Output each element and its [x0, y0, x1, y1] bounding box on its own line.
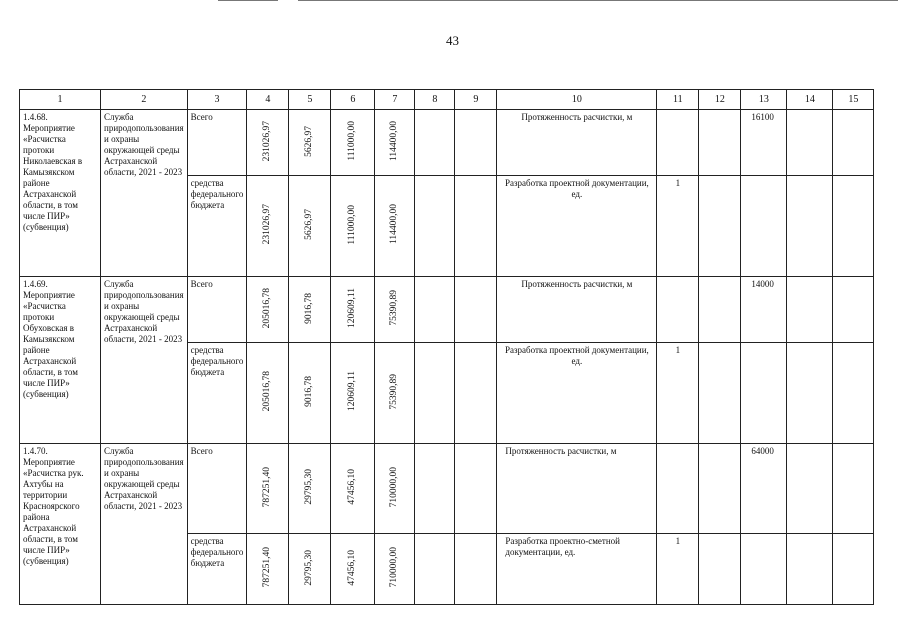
measure-name: 1.4.69. Мероприятие «Расчистка протоки Обуховская в Камызякском районе Астраханской области, в том числе ПИР» (субвенция) [20, 277, 101, 444]
value-col5: 29795,30 [304, 469, 315, 505]
value-col5: 9016,78 [304, 292, 315, 324]
value-col7: 75390,89 [389, 373, 400, 410]
value-col5: 5626,97 [304, 125, 315, 157]
header-cell: 13 [741, 90, 787, 110]
header-cell: 12 [699, 90, 741, 110]
value-col4: 231026,97 [262, 204, 273, 245]
indicator-name: Протяженность расчистки, м [497, 110, 657, 176]
measure-name: 1.4.70. Мероприятие «Расчистка рук. Ахтубы на территории Красноярского района Астраханской области, в том числе ПИР» (субвенция) [20, 444, 101, 605]
value-col11 [657, 444, 699, 534]
page-number: 43 [446, 33, 459, 48]
header-cell: 2 [101, 90, 188, 110]
value-col5: 29795,30 [304, 549, 315, 586]
indicator-name: Протяженность расчистки, м [497, 444, 657, 534]
funding-source: Всего [187, 444, 247, 534]
value-col6: 47456,10 [347, 469, 358, 505]
funding-source: средства федерального бюджета [187, 343, 247, 444]
value-col7: 710000,00 [389, 466, 400, 508]
header-cell: 11 [657, 90, 699, 110]
value-col5: 5626,97 [304, 209, 315, 240]
value-col6: 120609,11 [347, 371, 358, 412]
value-col7: 114400,00 [389, 204, 400, 245]
responsible-org: Служба природопользования и охраны окружающей среды Астраханской области, 2021 - 2023 [101, 277, 188, 444]
indicator-name: Разработка проектно-сметной документации, ед. [497, 534, 657, 605]
header-cell: 15 [833, 90, 874, 110]
funding-source: средства федерального бюджета [187, 534, 247, 605]
header-cell: 6 [331, 90, 375, 110]
value-col4: 787251,40 [262, 466, 273, 508]
indicator-name: Разработка проектной документации, ед. [497, 176, 657, 277]
funding-source: Всего [187, 110, 247, 176]
header-cell: 9 [455, 90, 497, 110]
value-col4: 787251,40 [262, 547, 273, 588]
value-col4: 231026,97 [262, 120, 273, 162]
header-cell: 14 [787, 90, 833, 110]
indicator-name: Протяженность расчистки, м [497, 277, 657, 343]
value-col4: 205016,78 [262, 371, 273, 412]
value-col11 [657, 110, 699, 176]
value-col7: 710000,00 [389, 547, 400, 588]
value-col4: 205016,78 [262, 287, 273, 329]
program-table [19, 89, 874, 605]
header-cell: 8 [415, 90, 455, 110]
value-col11 [657, 277, 699, 343]
responsible-org: Служба природопользования и охраны окружающей среды Астраханской области, 2021 - 2023 [101, 110, 188, 277]
header-cell: 10 [497, 90, 657, 110]
value-col13 [741, 176, 787, 277]
header-row [20, 90, 874, 110]
value-col11: 1 [657, 534, 699, 605]
funding-source: средства федерального бюджета [187, 176, 247, 277]
value-col7: 75390,89 [389, 290, 400, 326]
table-row [20, 277, 874, 343]
value-col13 [741, 534, 787, 605]
header-cell: 5 [289, 90, 331, 110]
value-col13 [741, 343, 787, 444]
header-cell: 4 [247, 90, 289, 110]
value-col13: 14000 [741, 277, 787, 343]
responsible-org: Служба природопользования и охраны окружающей среды Астраханской области, 2021 - 2023 [101, 444, 188, 605]
header-cell: 7 [375, 90, 415, 110]
top-rule-left [218, 0, 278, 1]
value-col13: 64000 [741, 444, 787, 534]
header-cell: 1 [20, 90, 101, 110]
measure-name: 1.4.68. Мероприятие «Расчистка протоки Николаевская в Камызякском районе Астраханской области, в том числе ПИР» (субвенция) [20, 110, 101, 277]
value-col6: 47456,10 [347, 549, 358, 586]
table-row [20, 110, 874, 176]
value-col5: 9016,78 [304, 376, 315, 407]
value-col13: 16100 [741, 110, 787, 176]
value-col6: 120609,11 [347, 287, 358, 329]
value-col6: 111000,00 [347, 121, 358, 161]
table-row [20, 444, 874, 534]
value-col11: 1 [657, 176, 699, 277]
indicator-name: Разработка проектной документации, ед. [497, 343, 657, 444]
funding-source: Всего [187, 277, 247, 343]
value-col6: 111000,00 [347, 204, 358, 245]
header-cell: 3 [187, 90, 247, 110]
value-col7: 114400,00 [389, 120, 400, 162]
top-rule-right [298, 0, 898, 1]
value-col11: 1 [657, 343, 699, 444]
